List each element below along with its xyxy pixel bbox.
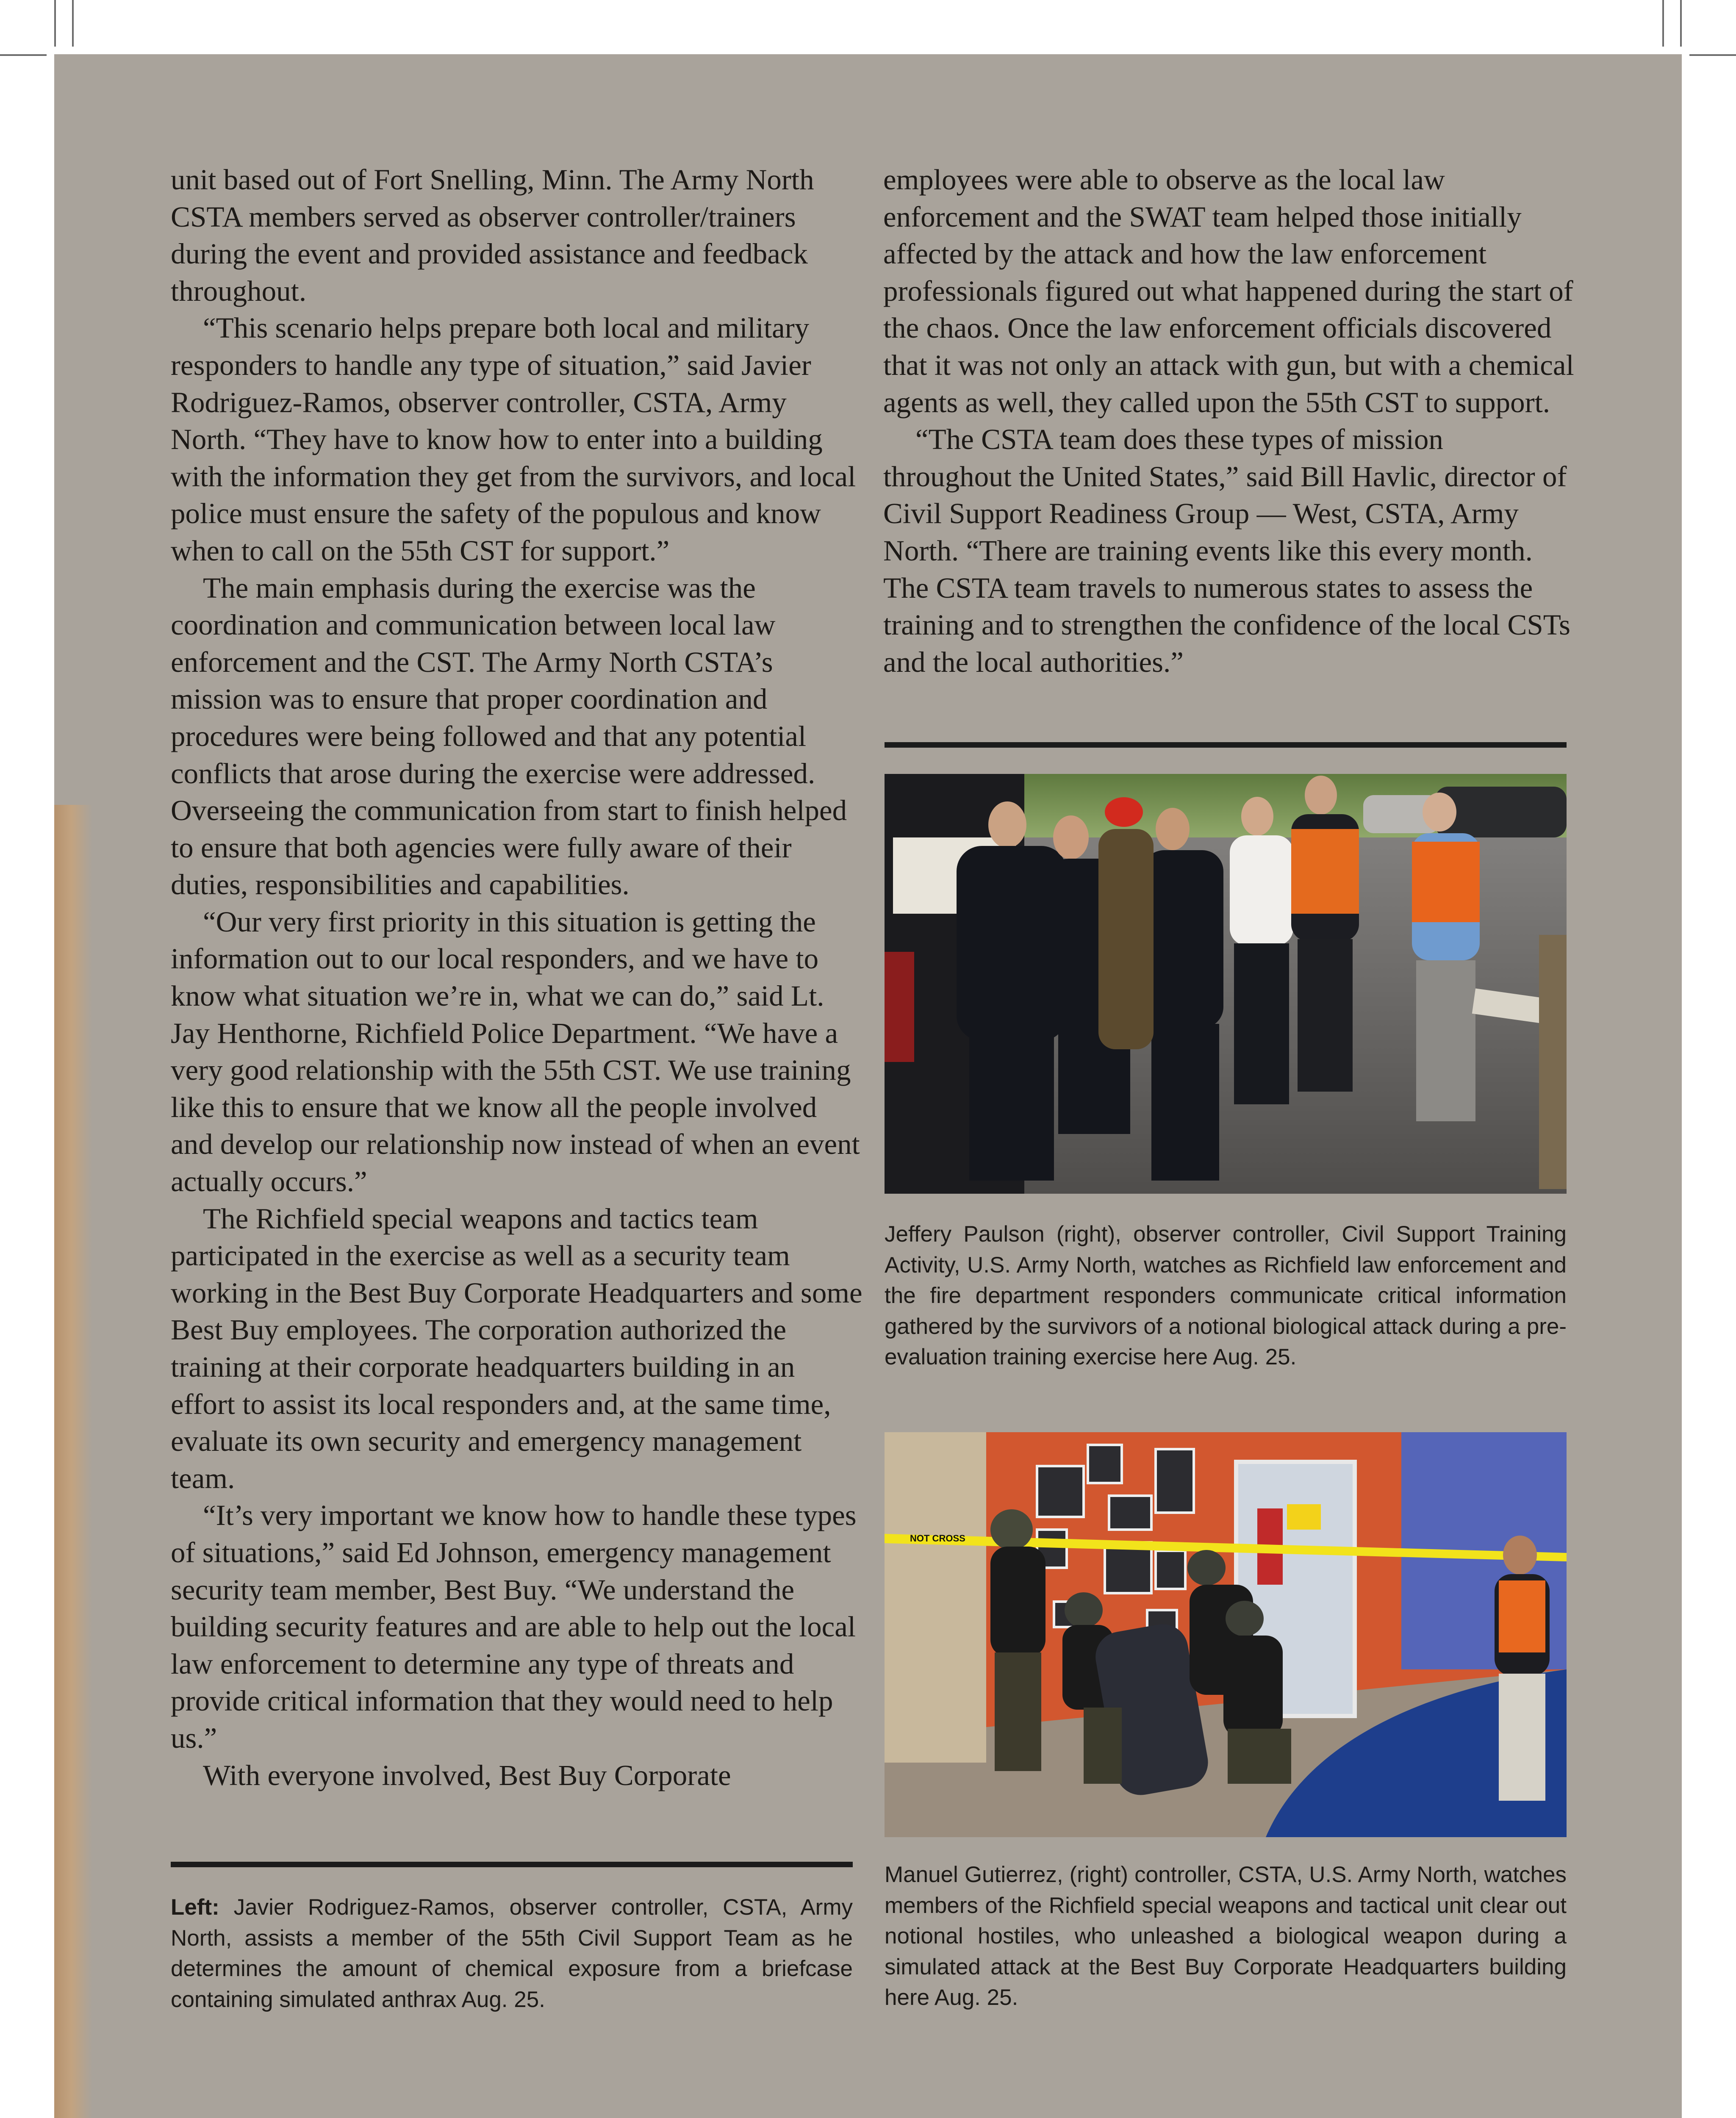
- caption-text: Javier Rodriguez-Ramos, observer controller, CSTA, Army North, assists a member of the 55th Civil Support Team as he determines the amount of chemical exposure from a briefcase containing simulated anthrax Aug. 25.: [171, 1895, 853, 2012]
- section-rule: [885, 742, 1567, 748]
- photo-bleed-edge: [54, 805, 92, 2118]
- photo-caption: Manuel Gutierrez, (right) controller, CSTA, U.S. Army North, watches members of the Richfield special weapons and tactical unit clear out notional hostiles, who unleashed a biological weapon during a simulated attack at the Best Buy Corporate Headquarters building here Aug. 25.: [885, 1862, 1567, 2010]
- crop-mark: [1680, 0, 1682, 47]
- crop-mark: [72, 0, 74, 47]
- photo-caption: Jeffery Paulson (right), observer controller, Civil Support Training Activity, U.S. Army North, watches as Richfield law enforcement and the fire department responders communicate critical information gathered by the survivors of a notional biological attack during a pre-evaluation training exercise here Aug. 25.: [885, 1222, 1567, 1370]
- photo-responders-illustration: [885, 774, 1567, 1194]
- crop-mark: [1689, 54, 1736, 56]
- paragraph: The main emphasis during the exercise was the coordination and communication between local law enforcement and the CST. The Army North CSTA’s mission was to ensure that proper coordination and procedures were being followed and that any potential conflicts that arose during the exercise were addressed. Overseeing the communication from start to finish helped to ensure that both agencies were fully aware of their duties, responsibilities and capabilities.: [171, 571, 847, 901]
- paragraph: With everyone involved, Best Buy Corporate: [203, 1759, 731, 1791]
- crop-mark: [54, 0, 56, 47]
- caption-label: Left:: [171, 1895, 219, 1920]
- paragraph: “Our very first priority in this situation is getting the information out to our local responders, and we have to know what situation we’re in, what we can do,” said Lt. Jay Henthorne, Richfield Police Department. “We have a very good relationship with the 55th CST. We use training like this to ensure that we know all the people involved and develop our relationship now instead of when an event actually occurs.”: [171, 905, 860, 1198]
- paragraph: The Richfield special weapons and tactics team participated in the exercise as well as a security team working in the Best Buy Corporate Headquarters and some Best Buy employees. The corporation authorized the training at their corporate headquarters building in an effort to assist its local responders and, at the same time, evaluate its own security and emergency management team.: [171, 1202, 862, 1494]
- paragraph: unit based out of Fort Snelling, Minn. The Army North CSTA members served as observer controller/trainers during the event and provided assistance and feedback throughout.: [171, 164, 814, 307]
- paragraph: employees were able to observe as the local law enforcement and the SWAT team helped those initially affected by the attack and how the law enforcement professionals figured out what happened during the start of the chaos. Once the law enforcement officials discovered that it was not only an attack with gun, but with a chemical agents as well, they called upon the 55th CST to support.: [883, 164, 1574, 419]
- article-column-left: [171, 161, 865, 1794]
- caution-tape-text: NOT CROSS: [910, 1533, 965, 1544]
- paragraph: “The CSTA team does these types of mission throughout the United States,” said Bill Havlic, director of Civil Support Readiness Group — West, CSTA, Army North. “There are training events like this every month. The CSTA team travels to numerous states to assess the training and to strengthen the confidence of the local CSTs and the local authorities.”: [883, 423, 1570, 678]
- photo-swat-illustration: [885, 1432, 1567, 1837]
- article-column-right: [883, 161, 1578, 681]
- crop-mark: [0, 54, 47, 56]
- crop-mark: [1662, 0, 1664, 47]
- photo-responders-outdoor: [885, 774, 1567, 1194]
- paragraph: “It’s very important we know how to handle these types of situations,” said Ed Johnson, emergency management security team member, Best Buy. “We understand the building security features and are able to help out the local law enforcement to determine any type of threats and provide critical information that they would need to help us.”: [171, 1499, 857, 1754]
- photo-caption-left: [171, 1892, 853, 2015]
- photo-swat-indoor: [885, 1432, 1567, 1837]
- paragraph: “This scenario helps prepare both local and military responders to handle any type of situation,” said Javier Rodriguez-Ramos, observer controller, CSTA, Army North. “They have to know how to enter into a building with the information they get from the survivors, and local police must ensure the safety of the populous and know when to call on the 55th CST for support.”: [171, 312, 856, 567]
- section-rule: [171, 1862, 853, 1867]
